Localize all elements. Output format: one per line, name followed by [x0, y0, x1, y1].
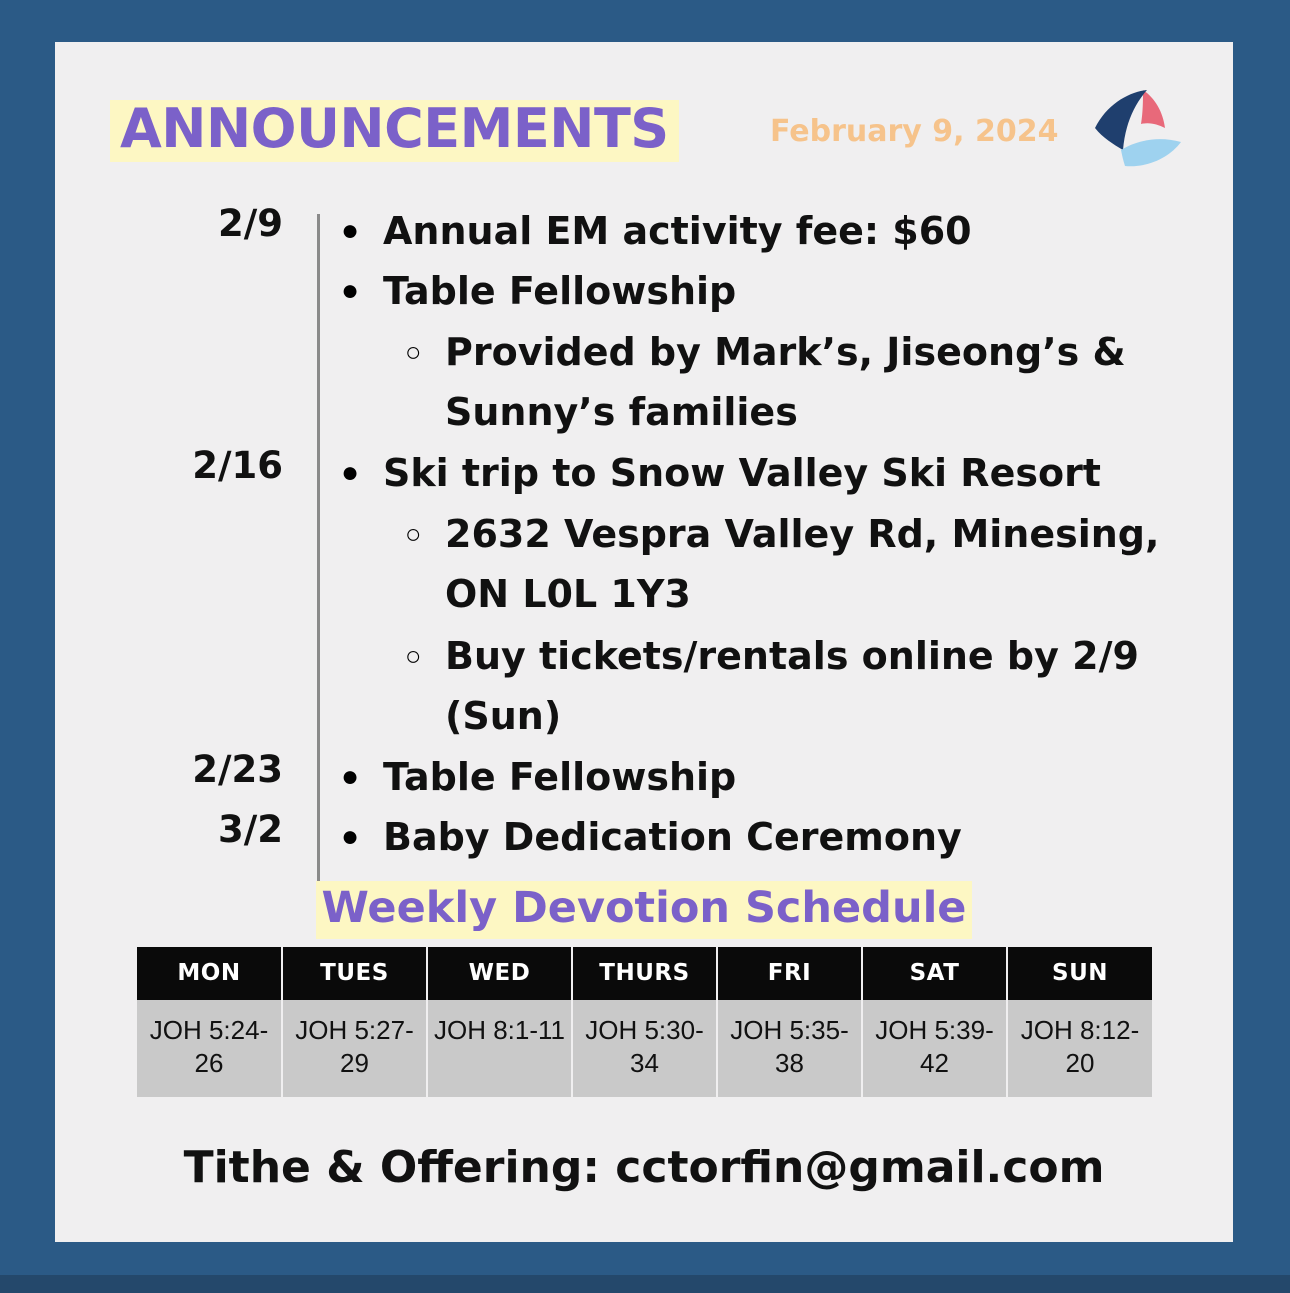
list-item — [327, 262, 1233, 320]
sub-list-item — [327, 322, 1233, 442]
group-items — [305, 444, 1233, 748]
group-date: 2/9 — [217, 202, 283, 245]
announcement-group — [55, 748, 1233, 808]
announcement-group — [55, 444, 1233, 748]
column-header-thurs: THURS — [572, 947, 717, 1000]
item-text: Table Fellowship — [383, 269, 737, 313]
column-header-wed: WED — [427, 947, 572, 1000]
reading-cell-wed: JOH 8:1-11 — [427, 1000, 572, 1097]
sub-bullet-icon: ○ — [405, 337, 422, 367]
column-header-fri: FRI — [717, 947, 862, 1000]
column-header-tues: TUES — [282, 947, 427, 1000]
reading-cell-mon: JOH 5:24-26 — [137, 1000, 282, 1097]
sub-item-text: 2632 Vespra Valley Rd, Minesing, ON L0L 1Y3 — [445, 512, 1160, 616]
tithe-and-offering: Tithe & Offering: cctorfin@gmail.com — [183, 1142, 1105, 1193]
list-item — [327, 202, 1233, 260]
list-item — [327, 808, 1233, 866]
table-header-row — [137, 947, 1152, 1000]
card-header — [55, 42, 1233, 202]
list-item — [327, 444, 1233, 502]
column-header-sat: SAT — [862, 947, 1007, 1000]
group-date: 2/23 — [192, 748, 283, 791]
item-text: Table Fellowship — [383, 755, 737, 799]
column-header-mon: MON — [137, 947, 282, 1000]
bullet-icon: ● — [341, 274, 360, 307]
devotion-schedule-title-text: Weekly Devotion Schedule — [316, 881, 973, 939]
sub-item-text: Provided by Mark’s, Jiseong’s & Sunny’s families — [445, 330, 1126, 434]
reading-cell-thurs: JOH 5:30-34 — [572, 1000, 717, 1097]
devotion-schedule-table — [137, 947, 1152, 1097]
reading-cell-tues: JOH 5:27-29 — [282, 1000, 427, 1097]
announcement-group — [55, 202, 1233, 444]
sub-bullet-icon: ○ — [405, 519, 422, 549]
bullet-icon: ● — [341, 456, 360, 489]
church-logo-icon — [1085, 84, 1195, 174]
list-item — [327, 748, 1233, 806]
reading-cell-sat: JOH 5:39-42 — [862, 1000, 1007, 1097]
bullet-icon: ● — [341, 820, 360, 853]
bullet-icon: ● — [341, 760, 360, 793]
sub-item-text: Buy tickets/rentals online by 2/9 (Sun) — [445, 634, 1139, 738]
group-date: 3/2 — [217, 808, 283, 851]
table-row — [137, 1000, 1152, 1097]
item-text: Baby Dedication Ceremony — [383, 815, 962, 859]
announcement-group — [55, 808, 1233, 868]
bottom-bar — [0, 1275, 1290, 1293]
announcement-card — [55, 42, 1233, 1242]
page-title: ANNOUNCEMENTS — [110, 100, 679, 162]
group-items — [305, 202, 1233, 444]
item-text: Ski trip to Snow Valley Ski Resort — [383, 451, 1101, 495]
reading-cell-fri: JOH 5:35-38 — [717, 1000, 862, 1097]
group-items — [305, 748, 1233, 808]
devotion-schedule-title — [55, 883, 1233, 933]
announcements-list — [55, 202, 1233, 868]
sub-list-item — [327, 504, 1233, 624]
column-header-sun: SUN — [1007, 947, 1152, 1000]
group-date: 2/16 — [192, 444, 283, 487]
reading-cell-sun: JOH 8:12-20 — [1007, 1000, 1152, 1097]
bullet-icon: ● — [341, 214, 360, 247]
sub-bullet-icon: ○ — [405, 641, 422, 671]
group-items — [305, 808, 1233, 868]
item-text: Annual EM activity fee: $60 — [383, 209, 972, 253]
sub-list-item — [327, 626, 1233, 746]
announcement-date: February 9, 2024 — [770, 114, 1059, 149]
